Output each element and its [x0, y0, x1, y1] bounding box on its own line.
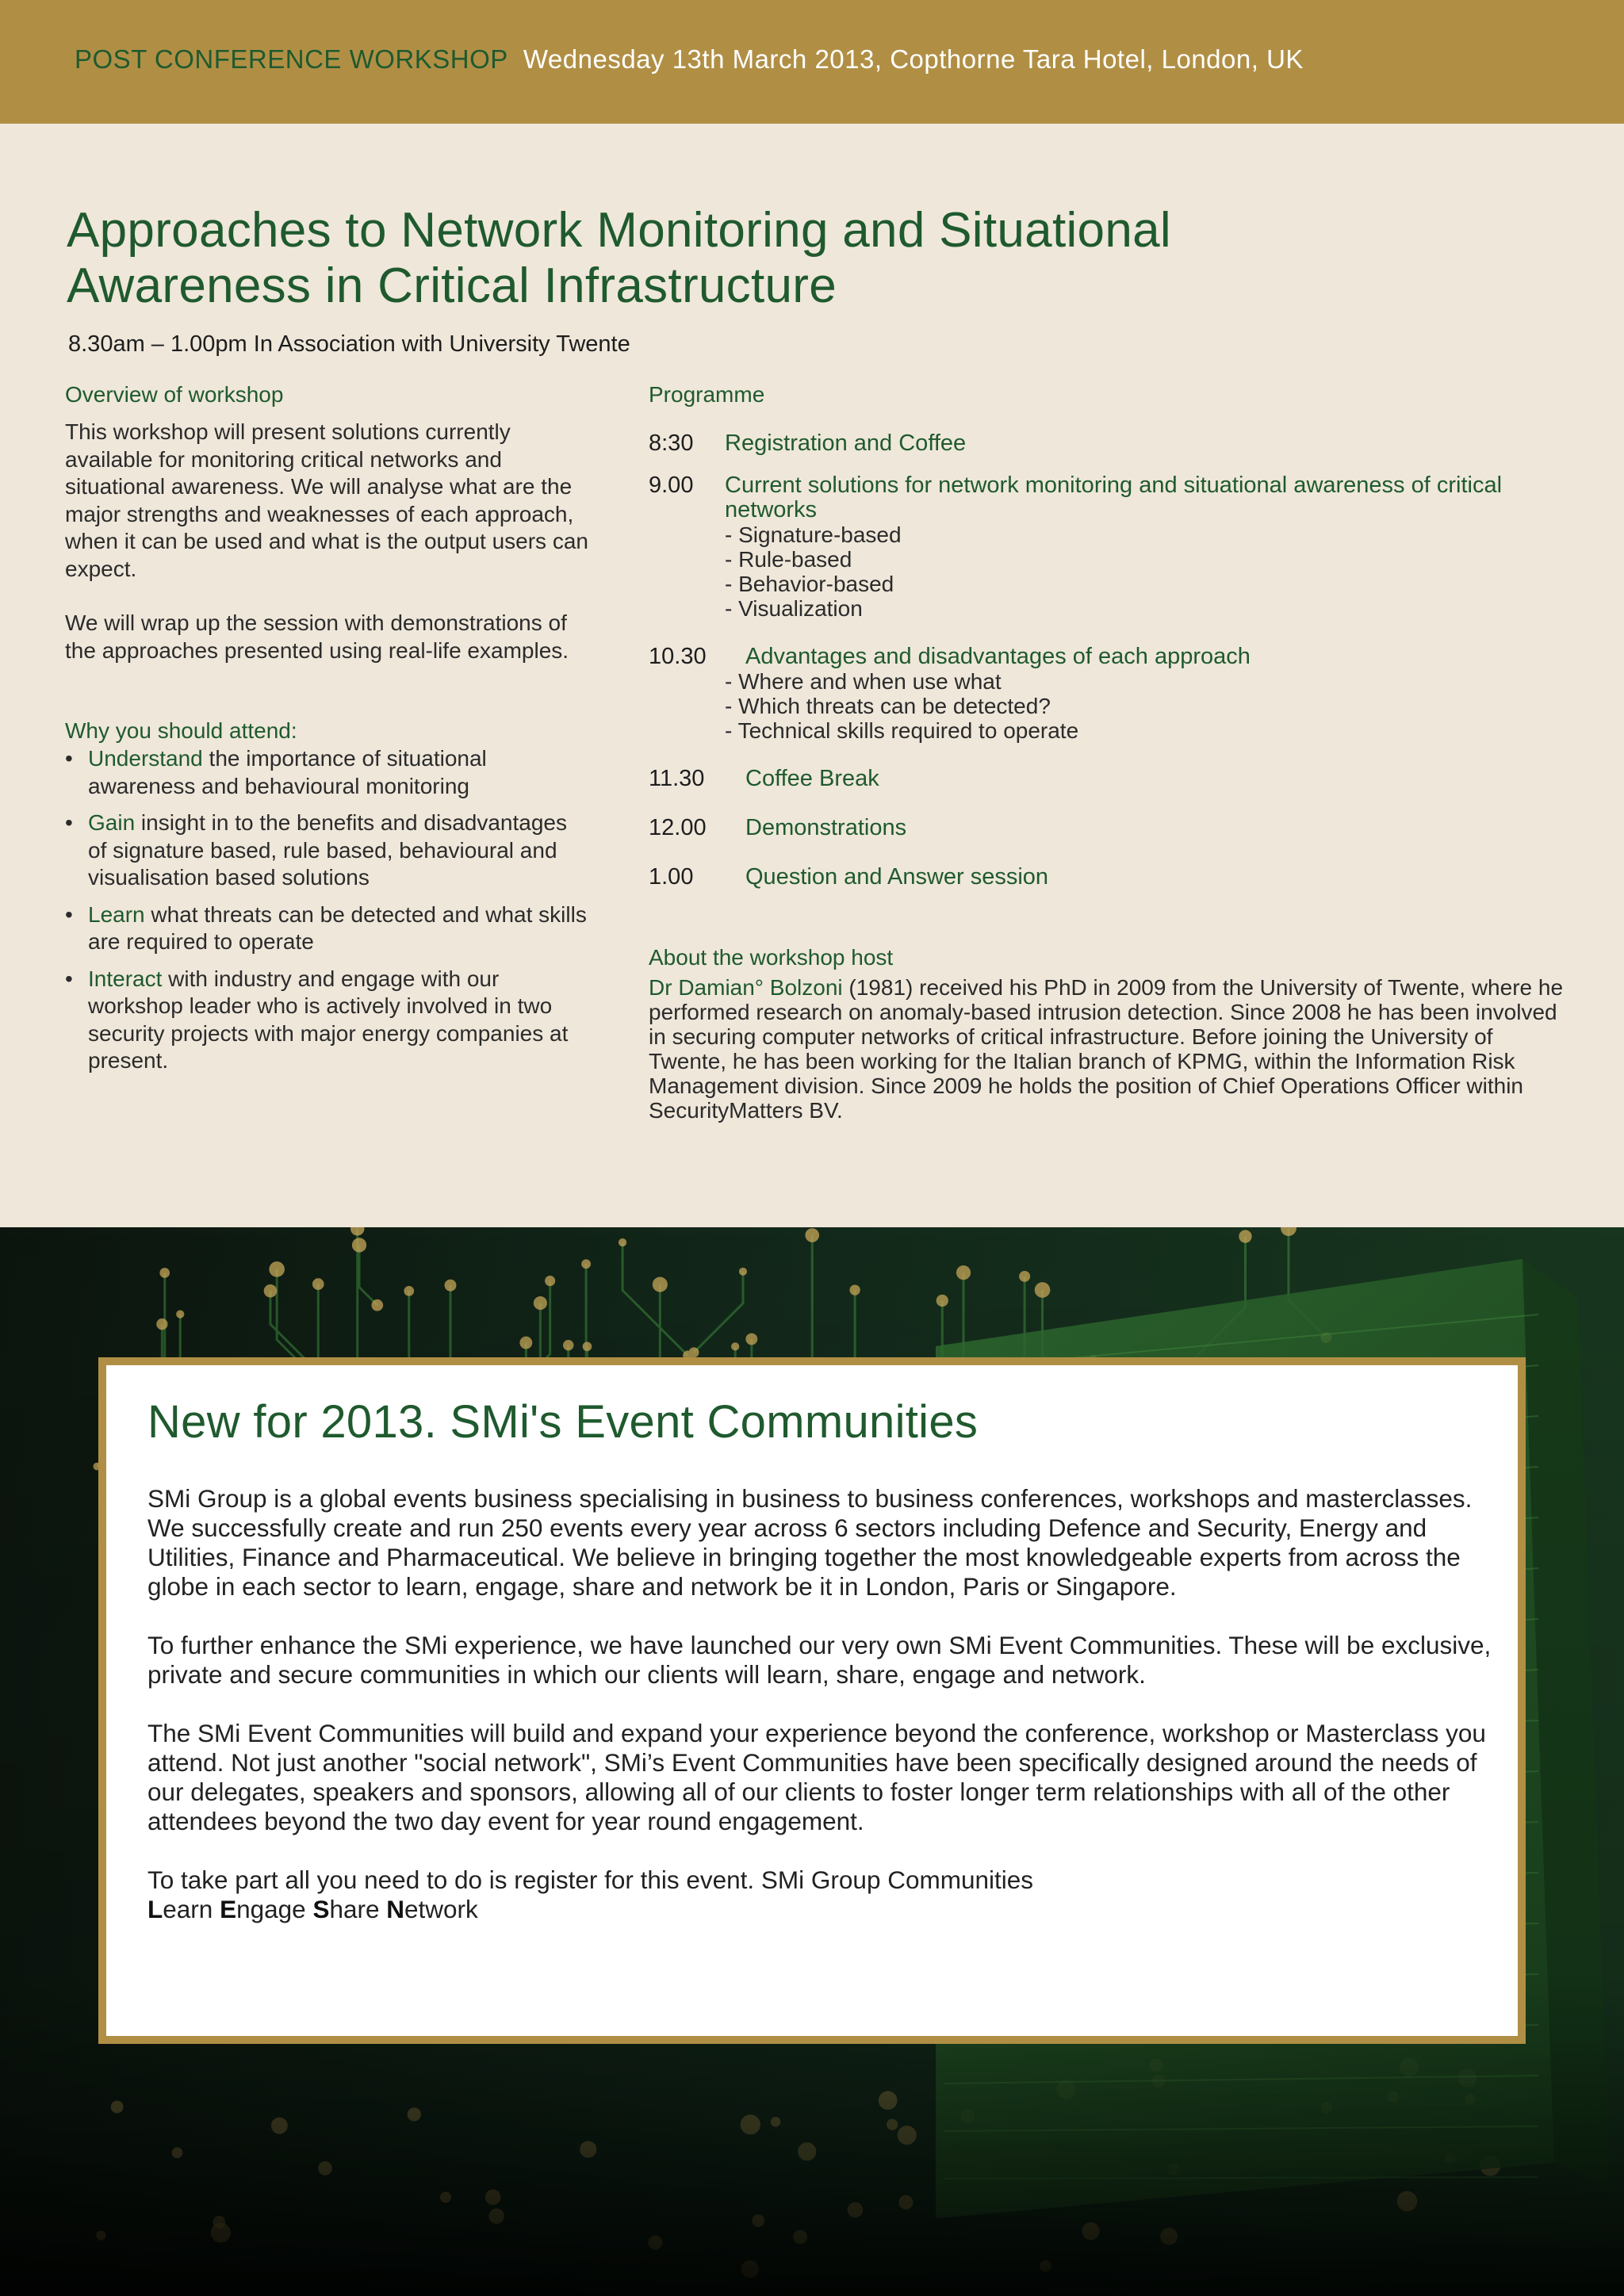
- overview-paragraph-1: This workshop will present solutions currently available for monitoring critical networks and situational awareness. We will analyse what are the major strengths and weaknesses of each approach, when it can be used and what is the output users can expect.: [65, 419, 588, 581]
- bullet-text: with industry and engage with our workshop leader who is actively involved in two security projects with major energy companies at present.: [88, 966, 569, 1073]
- programme-item: [649, 473, 1568, 621]
- programme-subitem: - Technical skills required to operate: [725, 718, 1079, 743]
- tagline-word: etwork: [404, 1895, 478, 1923]
- tagline-initial: S: [312, 1895, 330, 1923]
- programme-title: Question and Answer session: [745, 864, 1049, 890]
- programme-subitem: - Visualization: [725, 596, 863, 621]
- page-title-line1: Approaches to Network Monitoring and Situational: [67, 203, 1171, 258]
- bullet-keyword: Gain: [88, 810, 136, 835]
- programme-subitem: - Which threats can be detected?: [725, 694, 1051, 718]
- list-item: [65, 809, 588, 892]
- bullet-keyword: Understand: [88, 746, 203, 771]
- left-column: [65, 381, 588, 1075]
- why-attend-list: [65, 745, 588, 1075]
- tagline-word: hare: [329, 1895, 387, 1923]
- tagline-initial: N: [386, 1895, 405, 1923]
- programme-subitem: - Behavior-based: [725, 572, 894, 596]
- bullet-text: insight in to the benefits and disadvantages of signature based, rule based, behavioural and visualisation based solutions: [88, 810, 567, 890]
- programme-item: [649, 816, 1568, 840]
- tagline-word: earn: [163, 1895, 220, 1923]
- communities-box: [98, 1357, 1526, 2044]
- header-details: Wednesday 13th March 2013, Copthorne Tara Hotel, London, UK: [523, 44, 1304, 74]
- programme-subitem: - Where and when use what: [725, 669, 1002, 694]
- host-bio: (1981) received his PhD in 2009 from the University of Twente, where he performed research on anomaly-based intrusion detection. Since 2008 he has been involved in securing computer networks of critical infrastructure. Before joining the University of Twente, he has been working for the Italian branch of KPMG, within the Information Risk Management division. Since 2009 he holds the position of Chief Operations Officer within SecurityMatters BV.: [649, 975, 1564, 1123]
- bullet-keyword: Interact: [88, 966, 163, 991]
- header-band: [0, 0, 1624, 124]
- right-column: [649, 381, 1568, 1123]
- programme-time: 8:30: [649, 430, 694, 456]
- overview-heading: Overview of workshop: [65, 382, 284, 407]
- host-name: Dr Damian° Bolzoni: [649, 975, 843, 1000]
- bullet-text: the importance of situational awareness and behavioural monitoring: [88, 746, 487, 798]
- programme-title: Advantages and disadvantages of each approach: [745, 644, 1251, 669]
- list-item: [65, 901, 588, 956]
- about-host-text: [649, 975, 1568, 1123]
- programme-time: 10.30: [649, 644, 707, 669]
- overview-paragraph-2: We will wrap up the session with demonstrations of the approaches presented using real-life examples.: [65, 610, 569, 663]
- communities-paragraph-4: [147, 1866, 1511, 1924]
- header-text: [75, 44, 1304, 75]
- programme-title: Registration and Coffee: [725, 430, 967, 456]
- communities-body: [147, 1484, 1511, 1924]
- about-host-heading: About the workshop host: [649, 945, 894, 970]
- communities-paragraph-2: To further enhance the SMi experience, we have launched our very own SMi Event Communities. These will be exclusive, private and secure communities in which our clients will learn, share, engage and network.: [147, 1631, 1492, 1689]
- tagline-initial: L: [147, 1895, 163, 1923]
- programme-time: 12.00: [649, 815, 707, 840]
- programme-subitem: - Rule-based: [725, 547, 852, 572]
- programme-item: [649, 865, 1568, 890]
- programme-time: 1.00: [649, 864, 694, 890]
- programme-subitem: - Signature-based: [725, 522, 902, 547]
- communities-tagline: [147, 1895, 478, 1923]
- bullet-keyword: Learn: [88, 901, 145, 927]
- page-title: [67, 203, 1557, 314]
- page-subtitle: 8.30am – 1.00pm In Association with University Twente: [68, 331, 630, 357]
- communities-title: New for 2013. SMi's Event Communities: [147, 1396, 979, 1448]
- list-item: [65, 745, 588, 800]
- programme-title: Coffee Break: [745, 766, 879, 791]
- communities-paragraph-1: SMi Group is a global events business specialising in business to business conferences, workshops and masterclasses. We successfully create and run 250 events every year across 6 sectors including Defence and Security, Energy and Utilities, Finance and Pharmaceutical. We believe in bringing together the most knowledgeable experts from across the globe in each sector to learn, engage, share and network be it in London, Paris or Singapore.: [147, 1484, 1473, 1601]
- bullet-text: what threats can be detected and what skills are required to operate: [88, 901, 587, 954]
- programme-item: [649, 431, 1568, 456]
- programme-heading: Programme: [649, 382, 765, 407]
- why-attend-heading: Why you should attend:: [65, 718, 297, 743]
- programme-item: [649, 645, 1568, 743]
- list-item: [65, 966, 588, 1075]
- communities-paragraph-3: The SMi Event Communities will build and expand your experience beyond the conference, workshop or Masterclass you attend. Not just another "social network", SMi’s Event Communities have been specifically designed around the needs of our delegates, speakers and sponsors, allowing all of our clients to foster longer term relationships with all of the other attendees beyond the two day event for year round engagement.: [147, 1719, 1486, 1835]
- programme-title: Current solutions for network monitoring and situational awareness of critical networks: [725, 473, 1503, 522]
- programme-time: 9.00: [649, 473, 694, 498]
- page-title-line2: Awareness in Critical Infrastructure: [67, 258, 837, 313]
- tagline-word: ngage: [236, 1895, 313, 1923]
- programme-title: Demonstrations: [745, 815, 907, 840]
- programme-item: [649, 767, 1568, 791]
- programme-time: 11.30: [649, 766, 705, 791]
- communities-register-text: To take part all you need to do is register for this event. SMi Group Communities: [147, 1866, 1034, 1894]
- tagline-initial: E: [220, 1895, 237, 1923]
- header-label: POST CONFERENCE WORKSHOP: [75, 44, 508, 74]
